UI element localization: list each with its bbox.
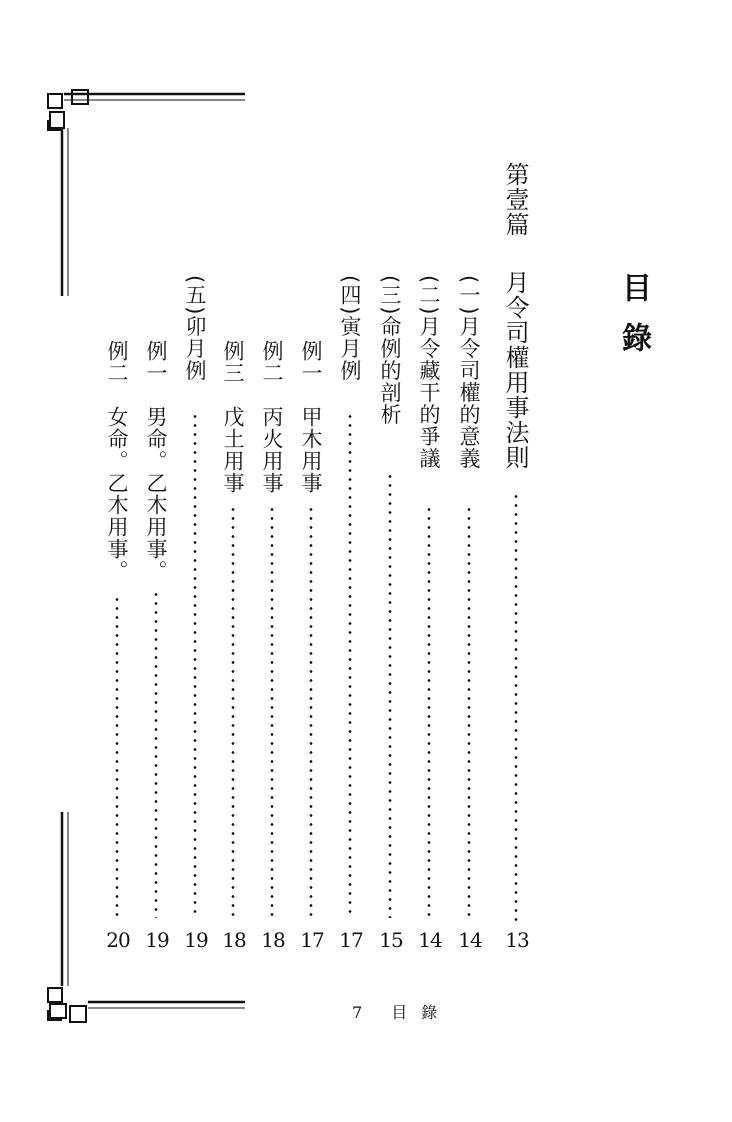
part-label: 第壹篇	[501, 162, 529, 237]
footer-page-number: 7	[352, 1003, 373, 1022]
part-leader-dots	[514, 492, 518, 922]
part-heading: 月令司權用事法則	[501, 270, 529, 470]
toc-entry-label: (五)卯月例	[183, 275, 207, 382]
footer-section: 目錄	[391, 1003, 452, 1022]
toc-entry	[418, 275, 439, 469]
page-title: 目錄	[616, 272, 651, 372]
toc-part-heading	[503, 270, 527, 470]
toc-entry-label: 例二 丙火用事	[260, 340, 284, 494]
toc-leader-dots	[348, 412, 352, 918]
toc-entry-label: (四)寅月例	[338, 275, 362, 382]
toc-entry-page-number: 18	[261, 928, 285, 952]
toc-entry-page-number: 17	[300, 928, 324, 952]
toc-part-label	[503, 162, 527, 237]
toc-entry	[458, 275, 479, 469]
toc-entry-label: 例一 男命。乙木用事。	[144, 340, 168, 582]
toc-entry-page-number: 18	[222, 928, 246, 952]
toc-entry	[106, 340, 127, 582]
toc-entry-page-number: 14	[418, 928, 442, 952]
page-footer	[352, 1000, 451, 1023]
toc-entry-label: (一)月令司權的意義	[457, 275, 481, 470]
toc-leader-dots	[309, 505, 313, 918]
toc-entry-page-number: 20	[106, 928, 130, 952]
toc-leader-dots	[427, 505, 431, 918]
toc-leader-dots	[231, 505, 235, 918]
toc-entry	[222, 340, 243, 494]
toc-entry-label: (二)月令藏干的爭議	[417, 275, 441, 470]
toc-leader-dots	[270, 505, 274, 918]
toc-entry	[300, 340, 321, 494]
toc-entry-page-number: 14	[458, 928, 482, 952]
toc-entry	[379, 275, 400, 425]
toc-leader-dots	[154, 590, 158, 918]
toc-leader-dots	[467, 505, 471, 918]
toc-entry-label: 例一 甲木用事	[299, 340, 323, 494]
toc-entry-label: (三)命例的剖析	[378, 275, 402, 426]
toc-leader-dots	[115, 595, 119, 918]
toc-entry-label: 例二 女命。乙木用事。	[105, 340, 129, 582]
toc-entry	[184, 275, 205, 381]
toc-entry	[339, 275, 360, 381]
toc-entry-page-number: 19	[184, 928, 208, 952]
toc-entry	[261, 340, 282, 494]
toc-entry-label: 例三 戊土用事	[221, 340, 245, 494]
toc-entry-page-number: 19	[145, 928, 169, 952]
toc-entry-page-number: 17	[339, 928, 363, 952]
toc-leader-dots	[388, 472, 392, 918]
toc-entry-page-number: 15	[379, 928, 403, 952]
toc-entry	[145, 340, 166, 582]
toc-leader-dots	[193, 412, 197, 918]
part-page-number: 13	[505, 928, 529, 952]
